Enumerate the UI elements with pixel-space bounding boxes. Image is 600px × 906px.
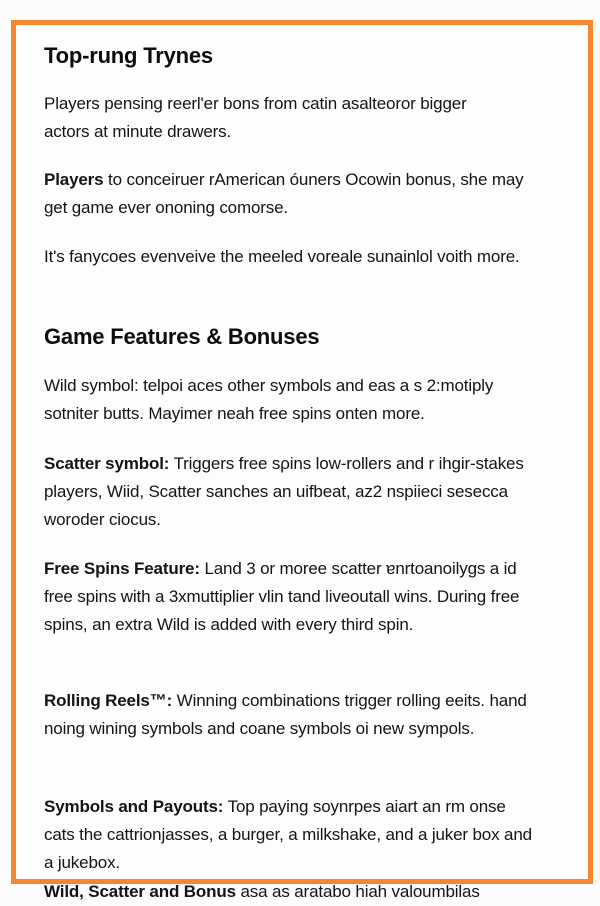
feature-rolling-reels bbox=[44, 687, 534, 743]
feature-text: Triggers free sρins low-rollers and r ihgir-stakes players, Wiid, Scatter sanches an uifbeat, az2 nspiieci sesecca woroder ciocus. bbox=[44, 454, 524, 529]
feature-wild-scatter-bonus bbox=[44, 878, 480, 906]
section-heading-game-features: Game Features & Bonuses bbox=[44, 324, 320, 349]
feature-text: Land 3 or moree scatter ɐnrtoanoilygs a id free spins with a 3xmuttiplier vlin tand liveoutall wins. During free spins, an extra Wild is added with every third spin. bbox=[44, 559, 520, 634]
feature-title: Rolling Reels™: bbox=[44, 691, 173, 710]
feature-text: Wild symbol: telpoi aces other symbols and eas a s 2:motiply sotniter butts. Mayimer neah free spins onten more. bbox=[44, 376, 494, 423]
intro-paragraph-3 bbox=[44, 243, 544, 271]
feature-title: Wild, Scatter and Bonus bbox=[44, 882, 236, 901]
feature-title: Symbols and Payouts: bbox=[44, 797, 224, 816]
paragraph-text: It's fanycoes evenveive the meeled voreale sunainlol voith more. bbox=[44, 247, 520, 266]
feature-symbols-payouts bbox=[44, 793, 534, 877]
feature-text: Top paying soynrpes aiart an rm onse cats the cattrionjasses, a burger, a milkshake, and a juker box and a jukebox. bbox=[44, 797, 532, 872]
paragraph-bold-lead: Players bbox=[44, 170, 104, 189]
feature-wild-symbol bbox=[44, 372, 544, 428]
paragraph-text: Players pensing reerl'er bons from catin asalteoror bigger actors at minute drawers. bbox=[44, 94, 467, 141]
paragraph-text: to conceiruer rAmerican óuners Ocowin bonus, she may get game ever ononing comorse. bbox=[44, 170, 524, 217]
section-heading-top-rung: Top-rung Trynes bbox=[44, 43, 213, 68]
feature-free-spins bbox=[44, 555, 544, 639]
feature-text: asa as aratabo hiah valoumbilas bbox=[235, 882, 480, 901]
feature-text: Winning combinations trigger rolling eeits. hand noing wining symbols and coane symbols oi new sympols. bbox=[44, 691, 527, 738]
feature-title: Scatter symbol: bbox=[44, 454, 170, 473]
feature-scatter-symbol bbox=[44, 450, 534, 534]
feature-title: Free Spins Feature: bbox=[44, 559, 200, 578]
intro-paragraph-1 bbox=[44, 90, 514, 146]
intro-paragraph-2 bbox=[44, 166, 534, 222]
